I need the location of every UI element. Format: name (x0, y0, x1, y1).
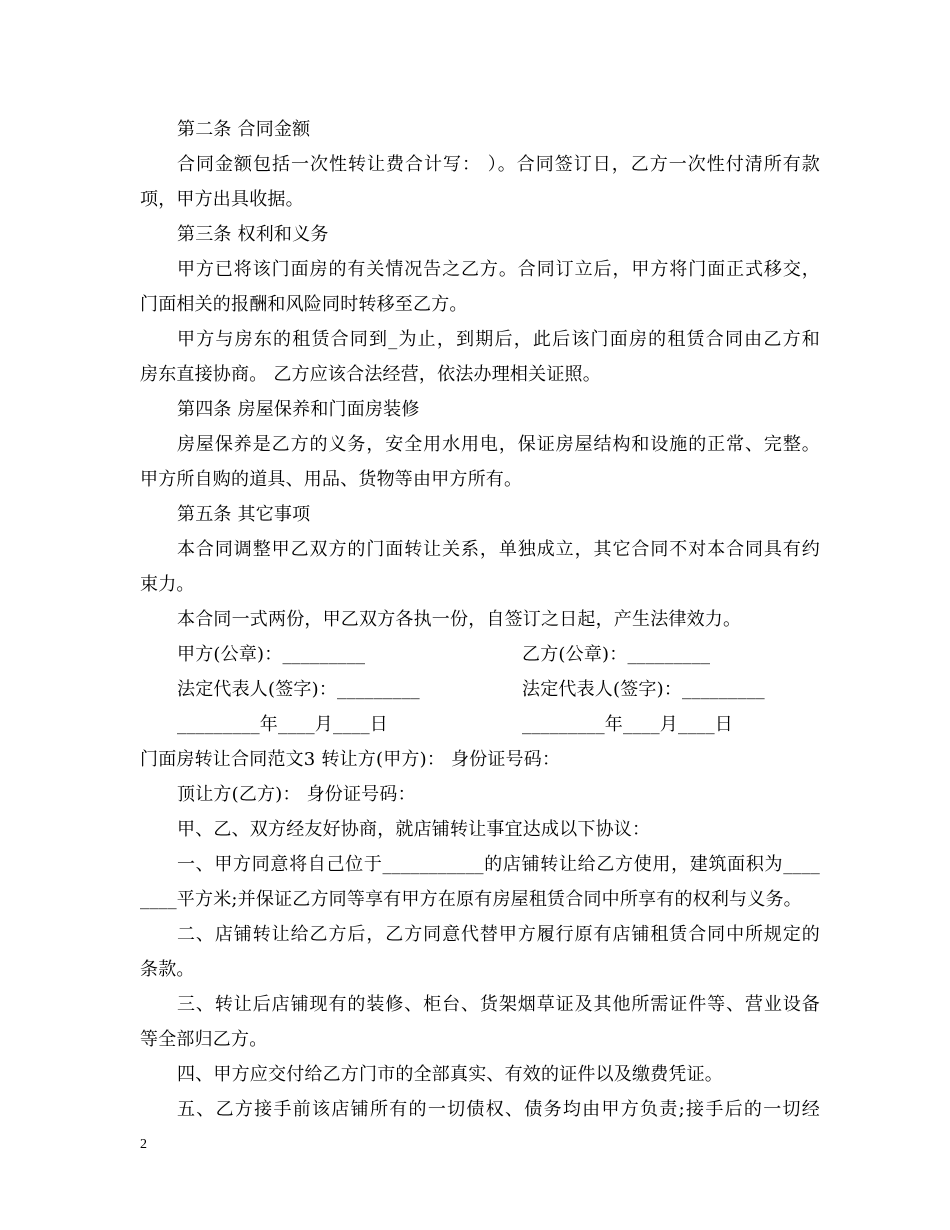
page-number: 2 (140, 1137, 147, 1152)
paragraph-line: 束力。 (140, 574, 195, 595)
paragraph-line: 甲、乙、双方经友好协商，就店铺转让事宜达成以下协议： (177, 819, 651, 840)
article-3-heading: 第三条 权利和义务 (177, 224, 329, 245)
article-4-heading: 第四条 房屋保养和门面房装修 (177, 399, 420, 420)
paragraph-line: 一、甲方同意将自己位于___________的店铺转让给乙方使用，建筑面积为____ (177, 854, 820, 875)
party-a-representative-line: 法定代表人(签字)：_________ (177, 679, 420, 700)
paragraph-line: 甲方与房东的租赁合同到_为止，到期后，此后该门面房的租赁合同由乙方和 (177, 329, 820, 350)
paragraph-line: 房屋保养是乙方的义务，安全用水用电，保证房屋结构和设施的正常、完整。 (177, 434, 820, 455)
paragraph-line: 本合同一式两份，甲乙双方各执一份，自签订之日起，产生法律效力。 (177, 609, 742, 630)
paragraph-line: ____平方米;并保证乙方同等享有甲方在原有房屋租赁合同中所享有的权利与义务。 (140, 889, 802, 910)
paragraph-line: 等全部归乙方。 (140, 1029, 268, 1050)
paragraph-line: 条款。 (140, 959, 195, 980)
paragraph-line: 三、转让后店铺现有的装修、柜台、货架烟草证及其他所需证件等、营业设备 (177, 994, 820, 1015)
party-b-representative-line: 法定代表人(签字)：_________ (522, 679, 765, 700)
paragraph-line: 甲方所自购的道具、用品、货物等由甲方所有。 (140, 469, 523, 490)
party-b-date-line: _________年____月____日 (522, 714, 733, 735)
party-a-date-line: _________年____月____日 (177, 714, 388, 735)
paragraph-line: 四、甲方应交付给乙方门市的全部真实、有效的证件以及缴费凭证。 (177, 1064, 723, 1085)
party-a-seal-line: 甲方(公章)：_________ (177, 644, 366, 665)
paragraph-line: 二、店铺转让给乙方后，乙方同意代替甲方履行原有店铺租赁合同中所规定的 (177, 924, 820, 945)
article-5-heading: 第五条 其它事项 (177, 504, 311, 525)
paragraph-line: 房东直接协商。 乙方应该合法经营，依法办理相关证照。 (140, 364, 601, 385)
article-2-heading: 第二条 合同金额 (177, 119, 311, 140)
party-b-seal-line: 乙方(公章)：_________ (522, 644, 711, 665)
paragraph-line: 合同金额包括一次性转让费合计写： ）。合同签订日，乙方一次性付清所有款 (177, 154, 820, 175)
paragraph-line: 本合同调整甲乙双方的门面转让关系，单独成立，其它合同不对本合同具有约 (177, 539, 820, 560)
paragraph-line: 五、乙方接手前该店铺所有的一切债权、债务均由甲方负责;接手后的一切经 (177, 1099, 820, 1120)
paragraph-line: 项，甲方出具收据。 (140, 189, 304, 210)
paragraph-line: 顶让方(乙方)： 身份证号码： (177, 784, 416, 805)
paragraph-line: 门面相关的报酬和风险同时转移至乙方。 (140, 294, 468, 315)
paragraph-line: 甲方已将该门面房的有关情况告之乙方。合同订立后，甲方将门面正式移交， (177, 259, 820, 280)
section-title-line: 门面房转让合同范文3 转让方(甲方)： 身份证号码： (140, 749, 561, 770)
